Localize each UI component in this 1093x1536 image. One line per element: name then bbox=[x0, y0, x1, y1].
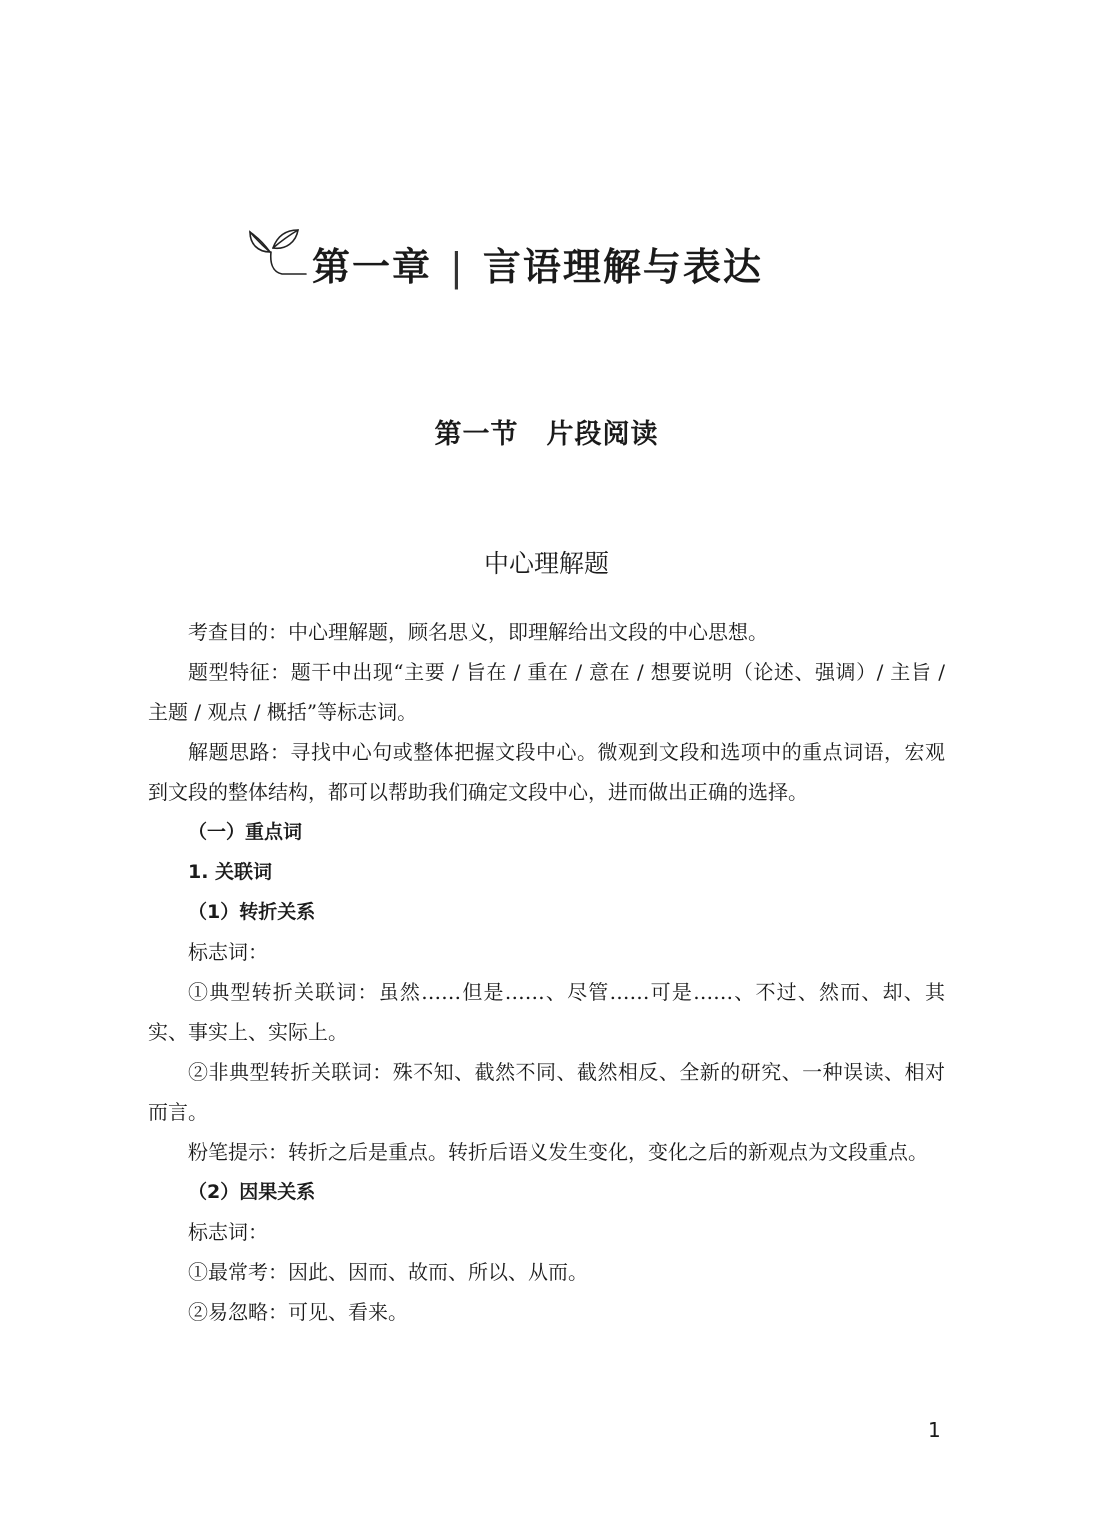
paragraph-marker-label-2: 标志词： bbox=[188, 1220, 268, 1244]
paragraph-overlooked-causal: ②易忽略：可见、看来。 bbox=[188, 1300, 408, 1324]
chapter-title-line bbox=[312, 236, 763, 291]
heading-key-words: （一）重点词 bbox=[188, 821, 303, 843]
paragraph-atypical-adversative: ②非典型转折关联词：殊不知、截然不同、截然相反、全新的研究、一种误读、相对而言。 bbox=[148, 1060, 945, 1124]
paragraph-marker-label: 标志词： bbox=[188, 940, 268, 964]
heading-conjunctions: 1. 关联词 bbox=[188, 861, 273, 883]
chapter-title: 言语理解与表达 bbox=[482, 244, 763, 289]
section-title: 第一节 片段阅读 bbox=[434, 419, 659, 450]
chapter-separator: | bbox=[450, 244, 465, 289]
body-text bbox=[148, 612, 945, 1332]
chapter-number: 第一章 bbox=[312, 244, 433, 289]
paragraph-purpose: 考查目的：中心理解题，顾名思义，即理解给出文段的中心思想。 bbox=[188, 620, 768, 644]
paragraph-common-causal: ①最常考：因此、因而、故而、所以、从而。 bbox=[188, 1260, 588, 1284]
paragraph-features: 题型特征：题干中出现“主要 / 旨在 / 重在 / 意在 / 想要说明（论述、强调）/ 主旨 / 主题 / 观点 / 概括”等标志词。 bbox=[148, 660, 945, 724]
paragraph-typical-adversative: ①典型转折关联词：虽然……但是……、尽管……可是……、不过、然而、却、其实、事实上、实际上。 bbox=[148, 980, 945, 1044]
page-number: 1 bbox=[928, 1418, 941, 1442]
chapter-heading bbox=[248, 228, 763, 298]
sprout-icon bbox=[248, 228, 308, 284]
paragraph-approach: 解题思路：寻找中心句或整体把握文段中心。微观到文段和选项中的重点词语，宏观到文段的整体结构，都可以帮助我们确定文段中心，进而做出正确的选择。 bbox=[148, 740, 945, 804]
subsection-title: 中心理解题 bbox=[483, 549, 609, 578]
heading-causal: （2）因果关系 bbox=[188, 1181, 316, 1203]
heading-adversative: （1）转折关系 bbox=[188, 901, 316, 923]
paragraph-tip: 粉笔提示：转折之后是重点。转折后语义发生变化，变化之后的新观点为文段重点。 bbox=[188, 1140, 928, 1164]
